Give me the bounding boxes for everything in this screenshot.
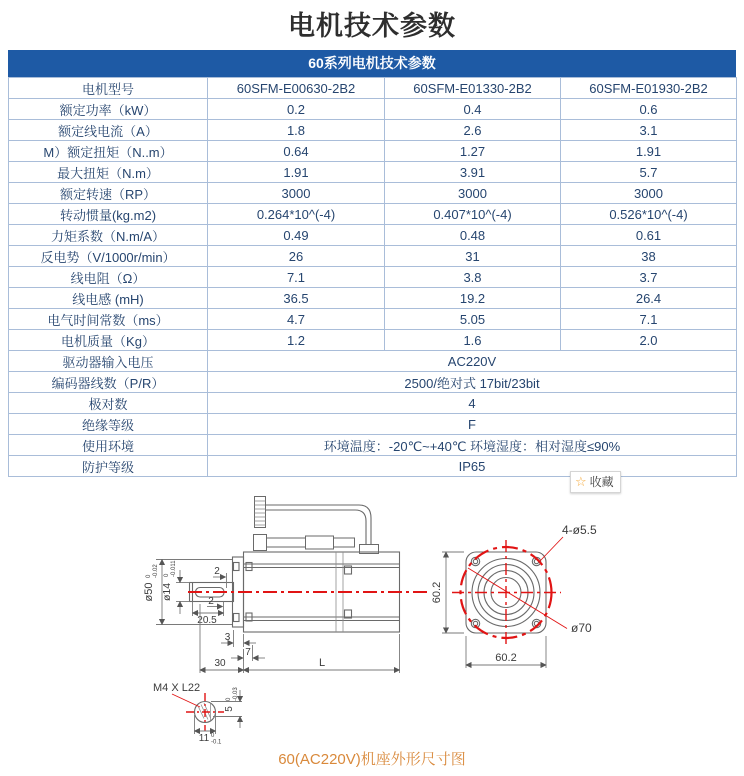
spec-row <box>9 456 737 477</box>
spec-value: 0.2 <box>208 99 385 120</box>
dim-flange-w: 60.2 <box>495 652 517 664</box>
spec-table-body <box>9 78 737 477</box>
spec-row <box>9 246 737 267</box>
spec-label: 最大扭矩（N.m） <box>9 162 208 183</box>
table-header: 60系列电机技术参数 <box>8 50 736 77</box>
spec-value: 19.2 <box>385 288 561 309</box>
spec-value: 7.1 <box>208 267 385 288</box>
favorite-button[interactable] <box>570 471 621 493</box>
dim-flange-thk: 3 <box>224 632 231 643</box>
spec-value: 2.0 <box>561 330 737 351</box>
spec-label: 线电感 (mH) <box>9 288 208 309</box>
spec-value: 1.8 <box>208 120 385 141</box>
dim-pilot-len: 7 <box>245 647 251 658</box>
spec-value: 1.27 <box>385 141 561 162</box>
spec-value: 5.7 <box>561 162 737 183</box>
spec-value: 5.05 <box>385 309 561 330</box>
page-title: 电机技术参数 <box>288 11 456 41</box>
spec-row <box>9 78 737 99</box>
spec-row <box>9 183 737 204</box>
dim-step-top: 2 <box>214 566 220 577</box>
spec-row <box>9 141 737 162</box>
spec-label: 电机质量（Kg） <box>9 330 208 351</box>
spec-label: 电气时间常数（ms） <box>9 309 208 330</box>
dim-pilot-tol-hi: 0 <box>146 574 152 578</box>
spec-label: 额定功率（kW） <box>9 99 208 120</box>
spec-row <box>9 414 737 435</box>
spec-table-grid <box>8 77 737 477</box>
spec-row <box>9 267 737 288</box>
spec-value: AC220V <box>208 351 737 372</box>
spec-value: 26.4 <box>561 288 737 309</box>
dim-key-w-hi: 0 <box>211 733 215 739</box>
spec-value: 4.7 <box>208 309 385 330</box>
spec-value: 3.8 <box>385 267 561 288</box>
spec-value: 26 <box>208 246 385 267</box>
drawing-caption: 60(AC220V)机座外形尺寸图 <box>278 751 466 768</box>
spec-label: 编码器线数（P/R） <box>9 372 208 393</box>
spec-row <box>9 204 737 225</box>
spec-label: M）额定扭矩（N..m） <box>9 141 208 162</box>
spec-value: 0.64 <box>208 141 385 162</box>
spec-row <box>9 330 737 351</box>
spec-value: 2500/绝对式 17bit/23bit <box>208 372 737 393</box>
spec-label: 力矩系数（N.m/A） <box>9 225 208 246</box>
dim-shaft-tol-hi: 0 <box>164 573 170 577</box>
spec-value: 2.6 <box>385 120 561 141</box>
spec-row <box>9 120 737 141</box>
spec-value: 3000 <box>385 183 561 204</box>
spec-label: 防护等级 <box>9 456 208 477</box>
spec-label: 转动惯量(kg.m2) <box>9 204 208 225</box>
dim-pilot-tol-lo: -0.02 <box>153 564 159 578</box>
spec-value: 3000 <box>561 183 737 204</box>
spec-label: 驱动器输入电压 <box>9 351 208 372</box>
dim-shaft-ext: 30 <box>214 658 226 669</box>
spec-value: 0.49 <box>208 225 385 246</box>
spec-value: 1.6 <box>385 330 561 351</box>
shaft-detail-view <box>153 682 242 746</box>
favorite-label: 收藏 <box>589 475 614 489</box>
spec-value: 1.91 <box>561 141 737 162</box>
spec-value: 60SFM-E01330-2B2 <box>385 78 561 99</box>
dim-key-h-hi: 0 <box>226 697 232 701</box>
spec-row <box>9 288 737 309</box>
spec-label: 极对数 <box>9 393 208 414</box>
spec-label: 额定线电流（A） <box>9 120 208 141</box>
spec-value: 环境温度：-20℃~+40℃ 环境湿度：相对湿度≤90% <box>208 435 737 456</box>
dim-key-w: 11 <box>198 733 210 744</box>
spec-label: 额定转速（RP） <box>9 183 208 204</box>
side-view <box>143 497 428 674</box>
spec-value: 1.91 <box>208 162 385 183</box>
dim-body-len: L <box>318 657 326 669</box>
spec-value: 3.91 <box>385 162 561 183</box>
spec-row <box>9 351 737 372</box>
dim-shaft-dia: ø14 <box>161 582 173 602</box>
spec-value: 0.61 <box>561 225 737 246</box>
spec-label: 线电阻（Ω） <box>9 267 208 288</box>
spec-row <box>9 162 737 183</box>
spec-value: 0.4 <box>385 99 561 120</box>
spec-value: 60SFM-E00630-2B2 <box>208 78 385 99</box>
spec-value: 4 <box>208 393 737 414</box>
spec-value: 1.2 <box>208 330 385 351</box>
dim-shaft-len: 20.5 <box>197 615 217 626</box>
spec-value: 31 <box>385 246 561 267</box>
dim-key-h: 5 <box>224 706 235 712</box>
spec-table <box>8 50 736 477</box>
star-icon: ☆ <box>575 473 587 489</box>
spec-value: 0.6 <box>561 99 737 120</box>
motor-dimension-drawing <box>0 492 744 776</box>
spec-value: 0.407*10^(-4) <box>385 204 561 225</box>
spec-row <box>9 393 737 414</box>
spec-value: IP65 <box>208 456 737 477</box>
dim-key-h-lo: -0.03 <box>233 687 239 701</box>
spec-row <box>9 309 737 330</box>
spec-value: 3.1 <box>561 120 737 141</box>
dim-bolt-circle: ø70 <box>571 621 592 635</box>
spec-value: 7.1 <box>561 309 737 330</box>
spec-row <box>9 225 737 246</box>
dim-pilot-dia: ø50 <box>143 582 155 602</box>
spec-row <box>9 435 737 456</box>
spec-label: 使用环境 <box>9 435 208 456</box>
spec-value: 60SFM-E01930-2B2 <box>561 78 737 99</box>
spec-label: 绝缘等级 <box>9 414 208 435</box>
spec-value: 0.526*10^(-4) <box>561 204 737 225</box>
dim-bolt-holes: 4-ø5.5 <box>562 523 597 537</box>
spec-row <box>9 99 737 120</box>
spec-value: 38 <box>561 246 737 267</box>
front-view <box>431 523 597 668</box>
dim-key-w-lo: -0.1 <box>211 739 222 746</box>
spec-label: 反电势（V/1000r/min） <box>9 246 208 267</box>
spec-value: F <box>208 414 737 435</box>
spec-value: 3000 <box>208 183 385 204</box>
spec-value: 0.48 <box>385 225 561 246</box>
dim-flange-h: 60.2 <box>431 581 443 604</box>
spec-value: 0.264*10^(-4) <box>208 204 385 225</box>
dim-step-key: 2 <box>208 596 214 607</box>
spec-label: 电机型号 <box>9 78 208 99</box>
dim-shaft-tol-lo: -0.011 <box>171 560 177 577</box>
spec-value: 3.7 <box>561 267 737 288</box>
spec-row <box>9 372 737 393</box>
spec-value: 36.5 <box>208 288 385 309</box>
dim-key-spec: M4 X L22 <box>153 682 201 694</box>
